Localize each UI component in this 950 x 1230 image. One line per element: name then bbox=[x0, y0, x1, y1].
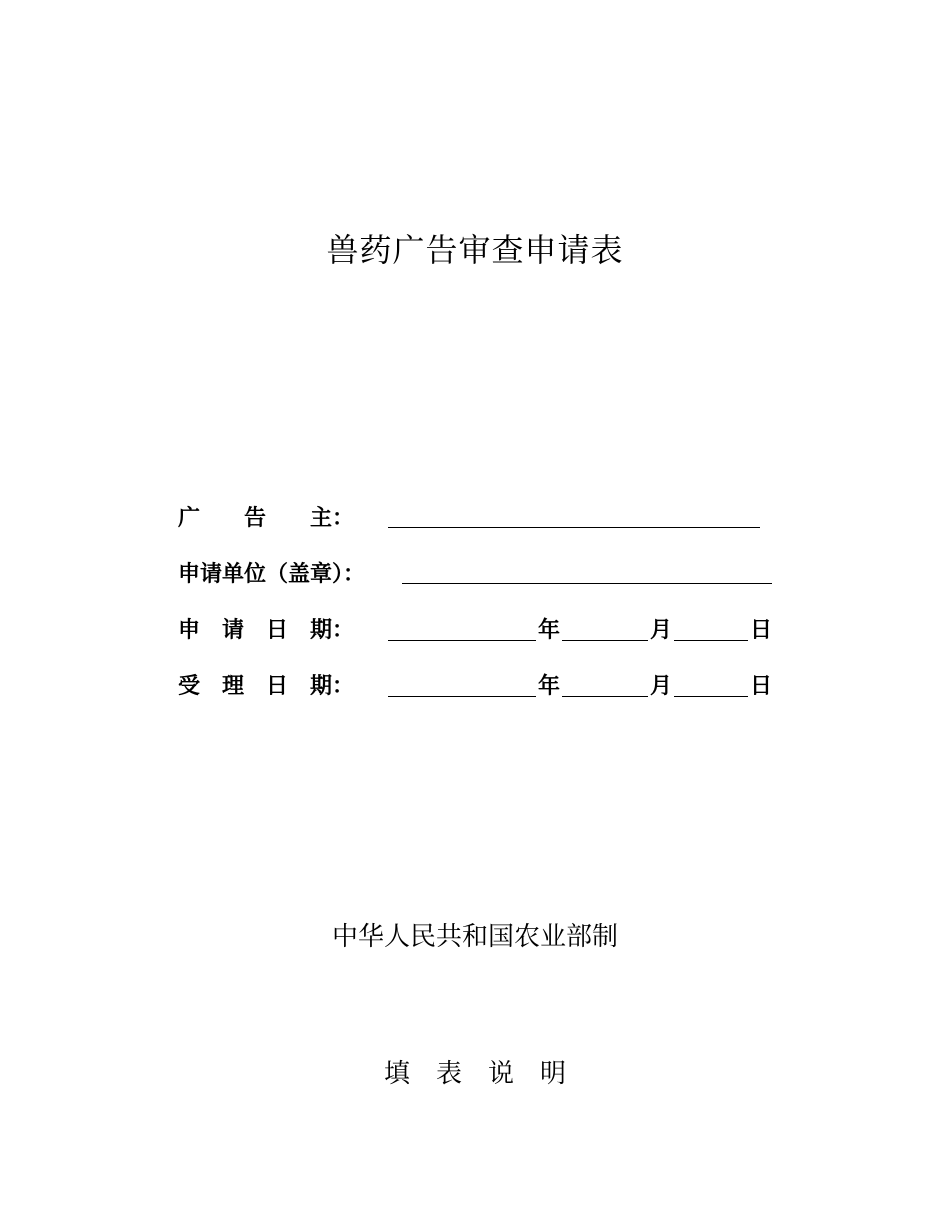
accept-date-label: 受 理 日 期： bbox=[178, 674, 355, 699]
apply-year-input-line[interactable] bbox=[388, 640, 536, 641]
apply-date-label: 申 请 日 期： bbox=[178, 618, 355, 643]
accept-month-unit: 月 bbox=[650, 674, 673, 699]
accept-year-input-line[interactable] bbox=[388, 696, 536, 697]
accept-month-input-line[interactable] bbox=[562, 696, 648, 697]
applicant-unit-input-line[interactable] bbox=[402, 583, 772, 584]
apply-day-input-line[interactable] bbox=[674, 640, 748, 641]
apply-month-unit: 月 bbox=[650, 618, 673, 643]
apply-day-unit: 日 bbox=[750, 618, 773, 643]
accept-day-input-line[interactable] bbox=[674, 696, 748, 697]
issuer-text: 中华人民共和国农业部制 bbox=[331, 922, 618, 952]
form-title: 兽药广告审查申请表 bbox=[326, 231, 624, 269]
accept-day-unit: 日 bbox=[750, 674, 773, 699]
advertiser-input-line[interactable] bbox=[388, 527, 760, 528]
instructions-heading: 填表说明 bbox=[383, 1059, 592, 1089]
applicant-unit-label: 申请单位（盖章）： bbox=[178, 562, 366, 587]
apply-month-input-line[interactable] bbox=[562, 640, 648, 641]
advertiser-label: 广 告 主： bbox=[178, 506, 355, 531]
accept-year-unit: 年 bbox=[538, 674, 561, 699]
apply-year-unit: 年 bbox=[538, 618, 561, 643]
